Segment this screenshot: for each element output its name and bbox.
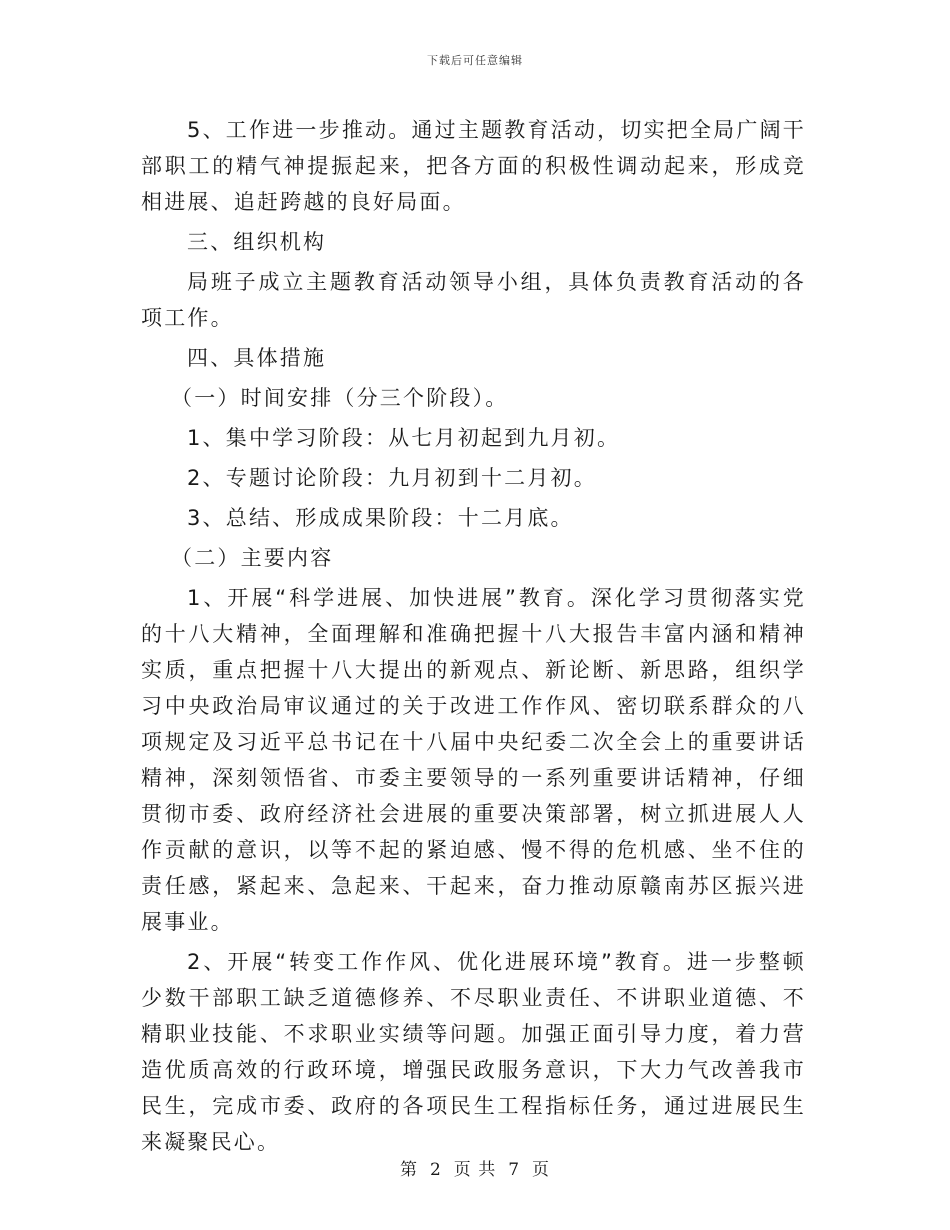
paragraph-content-2: 2、开展“转变工作作风、优化进展环境”教育。进一步整顿少数干部职工缺乏道德修养、不尽职业责任、不讲职业道德、不精职业技能、不求职业实绩等问题。加强正面引导力度，着力营造优质高效的行政环境，增强民政服务意识，下大力气改善我市民生，完成市委、政府的各项民生工程指标任务，通过进展民生来凝聚民心。 (141, 950, 806, 1154)
subheading-main-content: （二）主要内容 (171, 546, 334, 570)
document-body (141, 112, 806, 1160)
header-note: 下载后可任意编辑 (427, 54, 523, 67)
subheading-schedule: （一）时间安排（分三个阶段）。 (171, 386, 509, 410)
paragraph-content-1: 1、开展“科学进展、加快进展”教育。深化学习贯彻落实党的十八大精神，全面理解和准确把握十八大报告丰富内涵和精神实质，重点把握十八大提出的新观点、新论断、新思路，组织学习中央政治局审议通过的关于改进工作作风、密切联系群众的八项规定及习近平总书记在十八届中央纪委二次全会上的重要讲话精神，深刻领悟省、市委主要领导的一系列重要讲话精神，仔细贯彻市委、政府经济社会进展的重要决策部署，树立抓进展人人作贡献的意识，以等不起的紧迫感、慢不得的危机感、坐不住的责任感，紧起来、急起来、干起来，奋力推动原赣南苏区振兴进展事业。 (141, 586, 806, 934)
section-heading-organization: 三、组织机构 (187, 230, 327, 254)
paragraph-organization: 局班子成立主题教育活动领导小组，具体负责教育活动的各项工作。 (141, 270, 806, 330)
footer-current-page: 2 (429, 1160, 442, 1180)
footer-middle: 页 共 (453, 1160, 497, 1180)
schedule-item-2: 2、专题讨论阶段：九月初到十二月初。 (187, 466, 597, 490)
footer-total-pages: 7 (508, 1160, 521, 1180)
section-heading-measures: 四、具体措施 (187, 346, 327, 370)
page-footer (0, 1155, 950, 1180)
schedule-item-1: 1、集中学习阶段：从七月初起到九月初。 (187, 426, 621, 450)
footer-suffix: 页 (532, 1160, 551, 1180)
schedule-item-3: 3、总结、形成成果阶段：十二月底。 (187, 506, 574, 530)
paragraph-work-progress: 5、工作进一步推动。通过主题教育活动，切实把全局广阔干部职工的精气神提振起来，把各方面的积极性调动起来，形成竞相进展、追赶跨越的良好局面。 (141, 118, 806, 214)
footer-prefix: 第 (399, 1160, 418, 1180)
